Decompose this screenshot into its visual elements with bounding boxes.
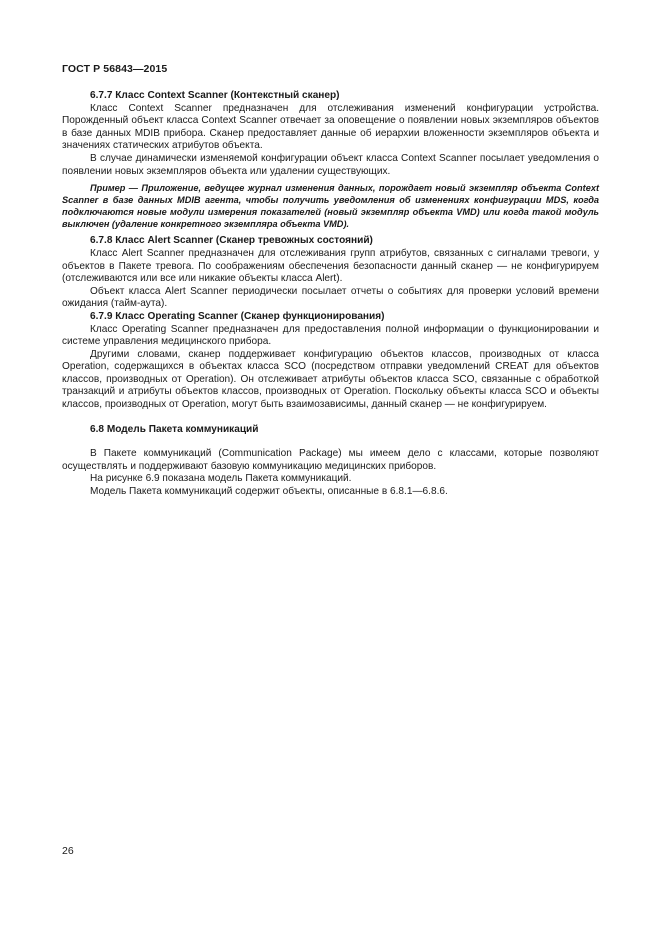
paragraph: Объект класса Alert Scanner периодически посылает отчеты о событиях для проверки условий времени ожидания (тайм-аута). — [62, 285, 599, 310]
paragraph: В Пакете коммуникаций (Communication Package) мы имеем дело с классами, которые позволяют осуществлять и поддерживают базовую коммуникацию медицинских приборов. — [62, 448, 599, 472]
document-header: ГОСТ Р 56843—2015 — [62, 63, 168, 75]
paragraph: Другими словами, сканер поддерживает конфигурацию объектов классов, производных от класса Operation, содержащихся в объектах класса SCO (посредством отправки уведомлений CREAT для объектов классов, производных от Operation). Он отслеживает атрибуты объектов класса SCO, связанные с обработкой транзакций и атрибуты объектов классов, производных от Operation. Поскольку объекты класса SCO и объекты классов, производных от Operation, могут быть взаимозависимы, данный сканер — не конфигурируем. — [62, 348, 599, 411]
paragraph: На рисунке 6.9 показана модель Пакета коммуникаций. — [90, 473, 352, 485]
page-number: 26 — [62, 845, 74, 857]
paragraph: Модель Пакета коммуникаций содержит объекты, описанные в 6.8.1—6.8.6. — [90, 486, 448, 498]
example-note: Пример — Приложение, ведущее журнал изменения данных, порождает новый экземпляр объекта Context Scanner в базе данных MDIB агента, чтобы получить уведомления об изменениях конфигурации MDS, когда подключаются новые модули измерения показателей (новый экземпляр объекта VMD) или когда такой модуль выключен (удаление конкретного экземпляра объекта VMD). — [62, 183, 599, 229]
paragraph: В случае динамически изменяемой конфигурации объект класса Context Scanner посылает уведомления о появлении новых экземпляров объекта или удалении существующих. — [62, 152, 599, 177]
paragraph: Класс Alert Scanner предназначен для отслеживания групп атрибутов, связанных с сигналами тревоги, у объектов в Пакете тревога. По соображениям обеспечения безопасности данный сканер — не конфигурируем (отслеживаются или все или никакие объекты класса Alert). — [62, 247, 599, 285]
section-heading-6-7-9: 6.7.9 Класс Operating Scanner (Сканер функционирования) — [90, 310, 385, 322]
section-heading-6-7-8: 6.7.8 Класс Alert Scanner (Сканер тревожных состояний) — [90, 235, 373, 247]
section-heading-6-7-7: 6.7.7 Класс Context Scanner (Контекстный сканер) — [90, 90, 340, 101]
section-heading-6-8: 6.8 Модель Пакета коммуникаций — [90, 423, 259, 435]
paragraph: Класс Context Scanner предназначен для отслеживания изменений конфигурации устройства. Порожденный объект класса Context Scanner отвечает за оповещение о появлении новых экземпляров объектов в базе данных MDIB прибора. Сканер предоставляет данные об иерархии вложенности экземпляров объекта и значениях статических атрибутов объекта. — [62, 102, 599, 152]
document-body — [62, 90, 599, 499]
paragraph: Класс Operating Scanner предназначен для предоставления полной информации о функционировании и системе управления медицинского прибора. — [62, 323, 599, 348]
